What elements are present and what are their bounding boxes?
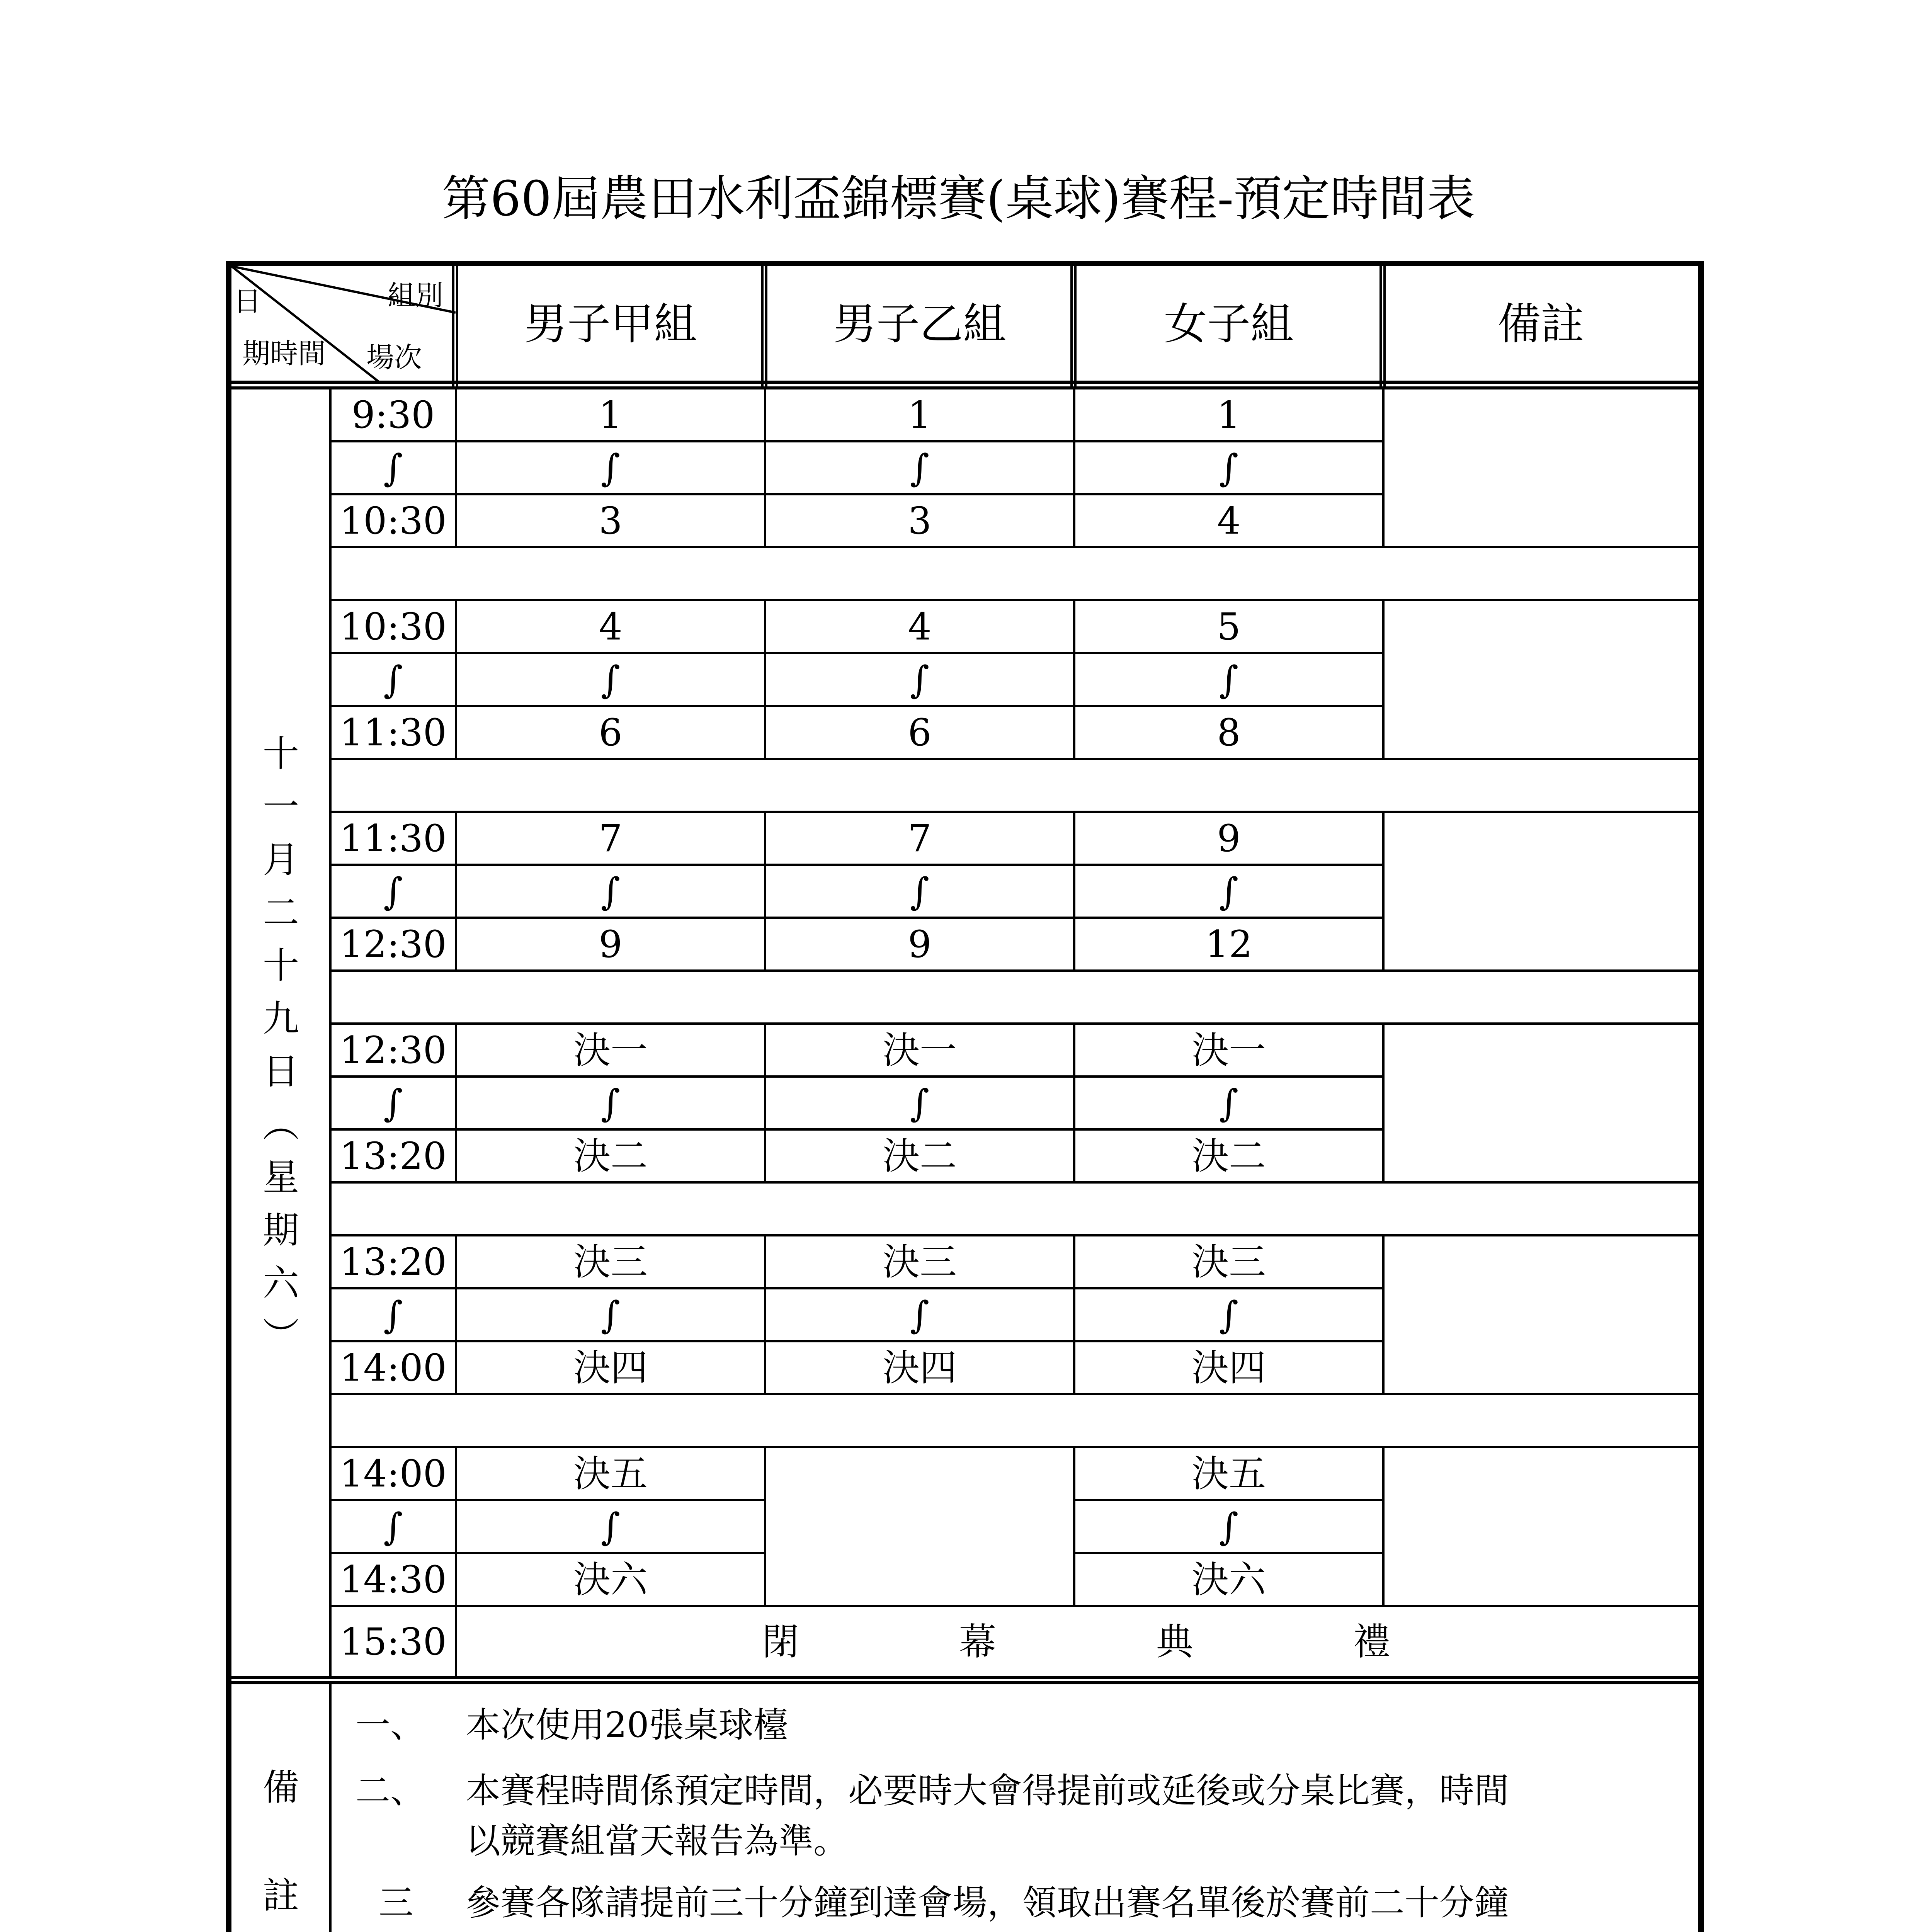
corner-group: 組別 [387, 279, 443, 312]
row-rule [1074, 1075, 1383, 1078]
match-cell: 決二 [883, 1134, 957, 1178]
match-cell: ∫ [1219, 1081, 1238, 1125]
header-men-b: 男子乙組 [833, 299, 1006, 349]
match-cell: 6 [599, 711, 623, 754]
col-divider [1382, 1024, 1385, 1182]
col-divider [1073, 812, 1075, 971]
row-rule [1074, 705, 1383, 707]
remark-number: 三 [379, 1883, 413, 1923]
time-cell: ∫ [383, 658, 403, 701]
row-rule [456, 705, 765, 707]
date-label-char: 期 [262, 1209, 299, 1252]
header-women: 女子組 [1164, 299, 1294, 349]
corner-match: 場次 [366, 341, 422, 374]
col-divider [1073, 600, 1075, 759]
block-rule [330, 1605, 1698, 1607]
remark-number: 二、 [356, 1770, 425, 1811]
match-cell: 3 [599, 499, 623, 543]
header-men-a: 男子甲組 [524, 299, 697, 349]
match-cell: ∫ [910, 1081, 929, 1125]
match-cell: 1 [908, 393, 932, 437]
remarks-label-char: 註 [262, 1875, 299, 1917]
match-cell: 決二 [573, 1134, 648, 1178]
match-cell: 4 [599, 605, 623, 648]
col-divider [1382, 1235, 1385, 1394]
row-rule [456, 1287, 765, 1289]
date-label-char: 日 [262, 1051, 299, 1093]
match-cell: 決六 [573, 1558, 648, 1601]
date-label-char: 九 [262, 998, 299, 1040]
row-rule [456, 493, 765, 495]
row-rule [1074, 493, 1383, 495]
row-rule [765, 440, 1074, 442]
match-cell: 決四 [573, 1346, 648, 1389]
col-divider [455, 388, 457, 547]
closing-ceremony-char: 典 [1156, 1620, 1193, 1663]
match-cell: ∫ [1219, 1505, 1238, 1548]
row-rule [330, 705, 456, 707]
header-col-divider [761, 266, 764, 387]
date-col-divider [329, 388, 332, 1677]
row-rule [330, 1340, 456, 1342]
header-col-divider [1074, 266, 1077, 387]
match-cell: ∫ [600, 658, 620, 701]
col-divider [455, 1024, 457, 1182]
time-cell: 11:30 [340, 711, 447, 754]
col-divider [455, 812, 457, 971]
match-cell: ∫ [1219, 446, 1238, 490]
row-rule [765, 652, 1074, 654]
time-cell: 14:00 [340, 1346, 447, 1389]
match-cell: 決一 [1192, 1028, 1266, 1072]
row-rule [765, 917, 1074, 919]
match-cell: ∫ [910, 869, 929, 913]
col-divider [764, 812, 766, 971]
header-col-divider [456, 266, 458, 387]
remark-text: 以競賽組當天報告為準。 [466, 1821, 848, 1861]
remark-text: 本次使用20張桌球檯 [466, 1705, 788, 1745]
row-rule [330, 1075, 456, 1078]
header-rule [231, 381, 1698, 384]
header-col-divider [452, 266, 454, 387]
match-cell: 決四 [1192, 1346, 1266, 1389]
match-cell: 1 [599, 393, 623, 437]
match-cell: 決一 [883, 1028, 957, 1072]
match-cell: 9 [599, 922, 623, 966]
row-rule [330, 1287, 456, 1289]
time-cell: 12:30 [340, 922, 447, 966]
row-rule [1074, 1128, 1383, 1131]
col-divider [1382, 600, 1385, 759]
date-label-char: 一 [262, 786, 299, 828]
time-cell: ∫ [383, 1081, 403, 1125]
match-cell: 決五 [573, 1452, 648, 1495]
header-col-divider [1070, 266, 1073, 387]
header-col-divider [1379, 266, 1382, 387]
match-cell: 1 [1217, 393, 1241, 437]
time-cell: ∫ [383, 1293, 403, 1337]
page-title: 第60屆農田水利盃錦標賽(桌球)賽程-預定時間表 [442, 171, 1475, 227]
match-cell: 6 [908, 711, 932, 754]
col-divider [455, 600, 457, 759]
row-rule [330, 1552, 456, 1554]
remarks-rule [231, 1676, 1698, 1679]
row-rule [330, 917, 456, 919]
row-rule [330, 864, 456, 866]
row-rule [1074, 864, 1383, 866]
row-rule [456, 864, 765, 866]
col-divider [764, 600, 766, 759]
match-cell: ∫ [600, 1081, 620, 1125]
time-cell: 13:20 [340, 1240, 447, 1284]
col-divider [764, 1447, 766, 1606]
row-rule [330, 493, 456, 495]
row-rule [1074, 917, 1383, 919]
row-rule [456, 1128, 765, 1131]
date-label-char: 六 [262, 1262, 299, 1304]
match-cell: ∫ [1219, 869, 1238, 913]
remarks-divider [329, 1684, 332, 1932]
time-cell: 14:00 [340, 1452, 447, 1495]
match-cell: ∫ [1219, 1293, 1238, 1337]
match-cell: 7 [908, 816, 932, 860]
time-cell: 12:30 [340, 1028, 447, 1072]
corner-date-top: 日 [233, 285, 262, 318]
col-divider [455, 1606, 457, 1677]
row-rule [1074, 1287, 1383, 1289]
match-cell: 3 [908, 499, 932, 543]
row-rule [456, 652, 765, 654]
block-rule [330, 1181, 1698, 1184]
date-label-char: ︵ [262, 1104, 299, 1146]
block-rule [330, 758, 1698, 760]
match-cell: ∫ [1219, 658, 1238, 701]
row-rule [330, 652, 456, 654]
corner-date-bottom: 期時間 [242, 337, 326, 370]
match-cell: ∫ [600, 1293, 620, 1337]
date-label-char: 十 [262, 733, 299, 775]
row-rule [765, 705, 1074, 707]
match-cell: 7 [599, 816, 623, 860]
row-rule [330, 440, 456, 442]
match-cell: 決三 [883, 1240, 957, 1284]
match-cell: ∫ [600, 869, 620, 913]
block-rule [330, 546, 1698, 548]
time-cell: 9:30 [351, 393, 435, 437]
col-divider [1073, 388, 1075, 547]
closing-ceremony-char: 閉 [762, 1620, 799, 1663]
time-cell: ∫ [383, 446, 403, 490]
row-rule [1074, 1340, 1383, 1342]
row-rule [765, 864, 1074, 866]
time-cell: 14:30 [340, 1558, 447, 1601]
col-divider [764, 388, 766, 547]
remark-text: 本賽程時間係預定時間，必要時大會得提前或延後或分桌比賽，時間 [466, 1770, 1509, 1811]
row-rule [1074, 440, 1383, 442]
col-divider [1382, 1447, 1385, 1606]
row-rule [1074, 1552, 1383, 1554]
row-rule [765, 1340, 1074, 1342]
row-rule [456, 1340, 765, 1342]
match-cell: 5 [1217, 605, 1241, 648]
header-col-divider [765, 266, 767, 387]
row-rule [330, 1499, 456, 1501]
row-rule [456, 1499, 765, 1501]
col-divider [1073, 1447, 1075, 1606]
time-cell: ∫ [383, 869, 403, 913]
remark-number: 一、 [356, 1705, 425, 1745]
match-cell: 9 [908, 922, 932, 966]
match-cell: 決六 [1192, 1558, 1266, 1601]
header-col-divider [1383, 266, 1386, 387]
col-divider [764, 1024, 766, 1182]
row-rule [456, 917, 765, 919]
row-rule [765, 1075, 1074, 1078]
row-rule [456, 440, 765, 442]
row-rule [456, 1552, 765, 1554]
col-divider [764, 1235, 766, 1394]
row-rule [456, 1075, 765, 1078]
row-rule [330, 1128, 456, 1131]
time-cell: 10:30 [340, 605, 447, 648]
remarks-rule [231, 1681, 1698, 1684]
date-label-char: 月 [262, 839, 299, 881]
match-cell: 決四 [883, 1346, 957, 1389]
row-rule [1074, 652, 1383, 654]
block-rule [330, 969, 1698, 972]
remarks-label-char: 備 [262, 1767, 299, 1809]
col-divider [1073, 1024, 1075, 1182]
match-cell: 4 [908, 605, 932, 648]
date-label-char: 二 [262, 892, 299, 934]
time-cell: 13:20 [340, 1134, 447, 1178]
match-cell: 12 [1205, 922, 1253, 966]
match-cell: ∫ [910, 446, 929, 490]
col-divider [455, 1447, 457, 1606]
match-cell: ∫ [600, 1505, 620, 1548]
closing-ceremony-char: 禮 [1353, 1620, 1390, 1663]
match-cell: ∫ [910, 658, 929, 701]
row-rule [765, 493, 1074, 495]
row-rule [765, 1128, 1074, 1131]
match-cell: 9 [1217, 816, 1241, 860]
date-label-char: 十 [262, 945, 299, 987]
match-cell: ∫ [600, 446, 620, 490]
closing-time: 15:30 [340, 1620, 447, 1663]
time-cell: 11:30 [340, 816, 447, 860]
remark-text: 參賽各隊請提前三十分鐘到達會場，領取出賽名單後於賽前二十分鐘 [466, 1883, 1509, 1923]
date-label-char: 星 [262, 1156, 299, 1199]
match-cell: 決三 [573, 1240, 648, 1284]
match-cell: 決二 [1192, 1134, 1266, 1178]
closing-ceremony-char: 幕 [959, 1620, 996, 1663]
time-cell: ∫ [383, 1505, 403, 1548]
block-rule [330, 1393, 1698, 1395]
col-divider [1382, 812, 1385, 971]
header-remarks: 備註 [1497, 299, 1584, 349]
col-divider [455, 1235, 457, 1394]
date-label-char: ︶ [262, 1315, 299, 1357]
col-divider [1382, 388, 1385, 547]
time-cell: 10:30 [340, 499, 447, 543]
row-rule [765, 1287, 1074, 1289]
match-cell: 決三 [1192, 1240, 1266, 1284]
col-divider [1073, 1235, 1075, 1394]
row-rule [1074, 1499, 1383, 1501]
match-cell: 決一 [573, 1028, 648, 1072]
match-cell: 決五 [1192, 1452, 1266, 1495]
match-cell: 4 [1217, 499, 1241, 543]
match-cell: ∫ [910, 1293, 929, 1337]
match-cell: 8 [1217, 711, 1241, 754]
